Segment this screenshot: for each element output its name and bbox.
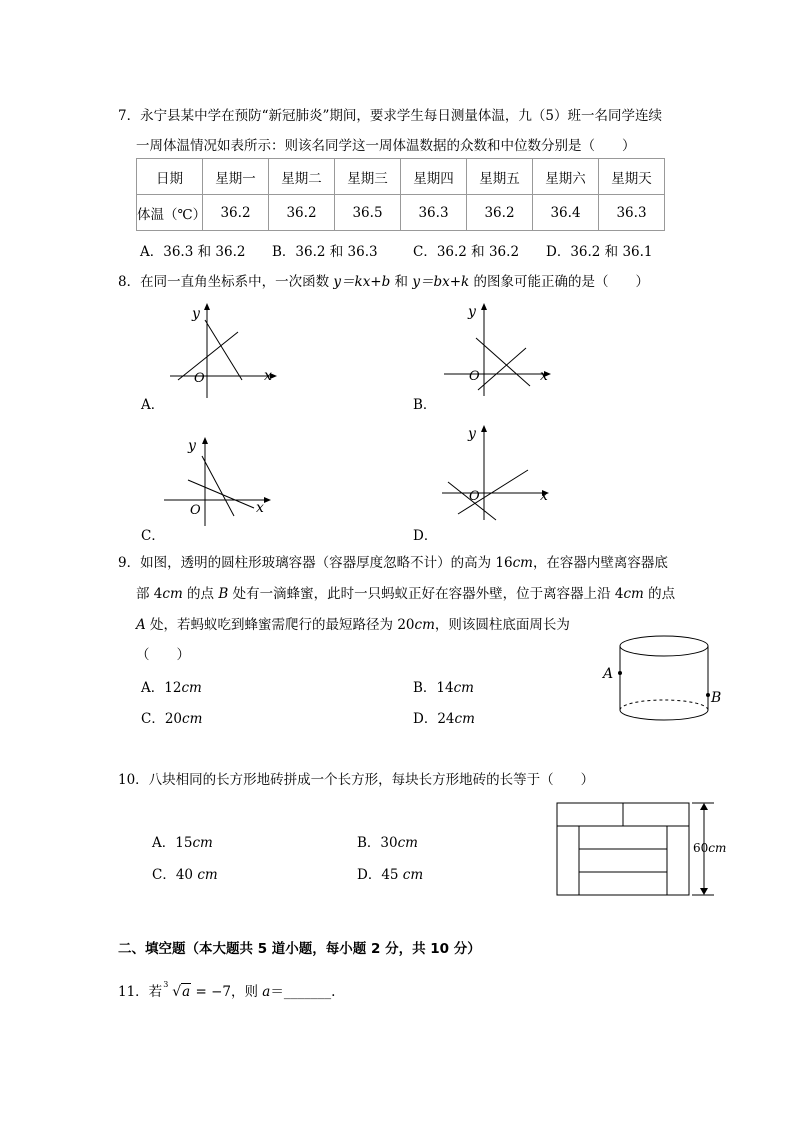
q10-stem: 10．八块相同的长方形地砖拼成一个长方形，每块长方形地砖的长等于（ ） [118,772,595,788]
graph-d [436,420,556,526]
x-axis-label: x [540,368,548,384]
table-cell: 36.3 [401,195,467,231]
table-cell: 星期三 [335,159,401,195]
q9-line4: （ ） [136,647,190,663]
q9-line1: 9．如图，透明的圆柱形玻璃容器（容器厚度忽略不计）的高为 16cm，在容器内壁离容器底 [118,555,668,571]
x-axis-label: x [540,488,548,504]
x-axis-label: x [256,500,264,516]
q10-option-d[interactable]: D．45 cm [357,867,424,883]
graph-a [160,298,280,402]
table-cell: 36.2 [269,195,335,231]
q9-option-c[interactable]: C．20cm [141,711,203,727]
q9-option-d[interactable]: D．24cm [413,711,475,727]
q7-option-b[interactable]: B．36.2 和 36.3 [272,244,378,260]
q7-option-d[interactable]: D．36.2 和 36.1 [546,244,653,260]
table-cell: 星期二 [269,159,335,195]
graph-c [160,432,280,532]
y-axis-label: y [192,306,200,322]
radical-sign: √ [172,984,182,1000]
table-cell: 36.2 [203,195,269,231]
y-axis-label: y [188,438,196,454]
q9-line2: 部 4cm 的点 B 处有一滴蜂蜜，此时一只蚂蚁正好在容器外壁，位于离容器上沿 4cm 的点 [136,586,676,602]
table-cell: 星期四 [401,159,467,195]
table-row [137,195,665,231]
q7-option-a[interactable]: A．36.3 和 36.2 [140,244,246,260]
x-axis-label: x [264,368,272,384]
table-cell: 36.4 [533,195,599,231]
temperature-table [136,158,665,231]
section-title: 二、填空题（本大题共 5 道小题，每小题 2 分，共 10 分） [118,941,481,957]
q8-option-d[interactable]: D． [413,528,438,544]
y-axis-label: y [468,304,476,320]
origin-label: O [469,489,480,504]
table-cell: 星期五 [467,159,533,195]
table-header-row [137,159,665,195]
table-cell: 星期天 [599,159,665,195]
y-axis-label: y [468,426,476,442]
table-cell: 36.3 [599,195,665,231]
q8-option-c[interactable]: C． [141,528,165,544]
table-cell: 体温（℃） [137,195,203,231]
table-cell: 36.5 [335,195,401,231]
table-cell: 36.2 [467,195,533,231]
q10-option-a[interactable]: A．15cm [152,835,213,851]
q7-line1: 7．永宁县某中学在预防“新冠肺炎”期间，要求学生每日测量体温，九（5）班一名同学连续 [118,108,662,124]
q7-option-c[interactable]: C．36.2 和 36.2 [413,244,520,260]
tiles-figure [552,798,732,902]
cylinder-figure [598,630,728,730]
q9-option-a[interactable]: A．12cm [141,680,202,696]
table-cell: 星期一 [203,159,269,195]
origin-label: O [190,503,201,518]
table-cell: 星期六 [533,159,599,195]
dimension-label: 60cm [693,841,727,855]
q10-option-c[interactable]: C．40 cm [152,867,218,883]
cube-root: 3 √a [163,980,191,1000]
table-cell: 日期 [137,159,203,195]
q9-option-b[interactable]: B．14cm [413,680,474,696]
point-b-label: B [711,690,722,706]
origin-label: O [194,371,205,386]
q7-line2: 一周体温情况如表所示：则该名同学这一周体温数据的众数和中位数分别是（ ） [136,138,636,154]
point-a-label: A [603,666,614,682]
q10-option-b[interactable]: B．30cm [357,835,418,851]
origin-label: O [469,369,480,384]
q8-option-a[interactable]: A． [141,397,165,413]
graph-b [436,298,556,402]
q8-option-b[interactable]: B． [413,397,437,413]
q11-stem: 11．若 3 √a = −7，则 a＝_______. [118,980,336,1000]
q8-stem: 8．在同一直角坐标系中，一次函数 y＝kx+b 和 y＝bx+k 的图象可能正确的是（ ） [118,274,650,290]
q9-line3: A 处，若蚂蚁吃到蜂蜜需爬行的最短路径为 20cm，则该圆柱底面周长为 [136,617,570,633]
